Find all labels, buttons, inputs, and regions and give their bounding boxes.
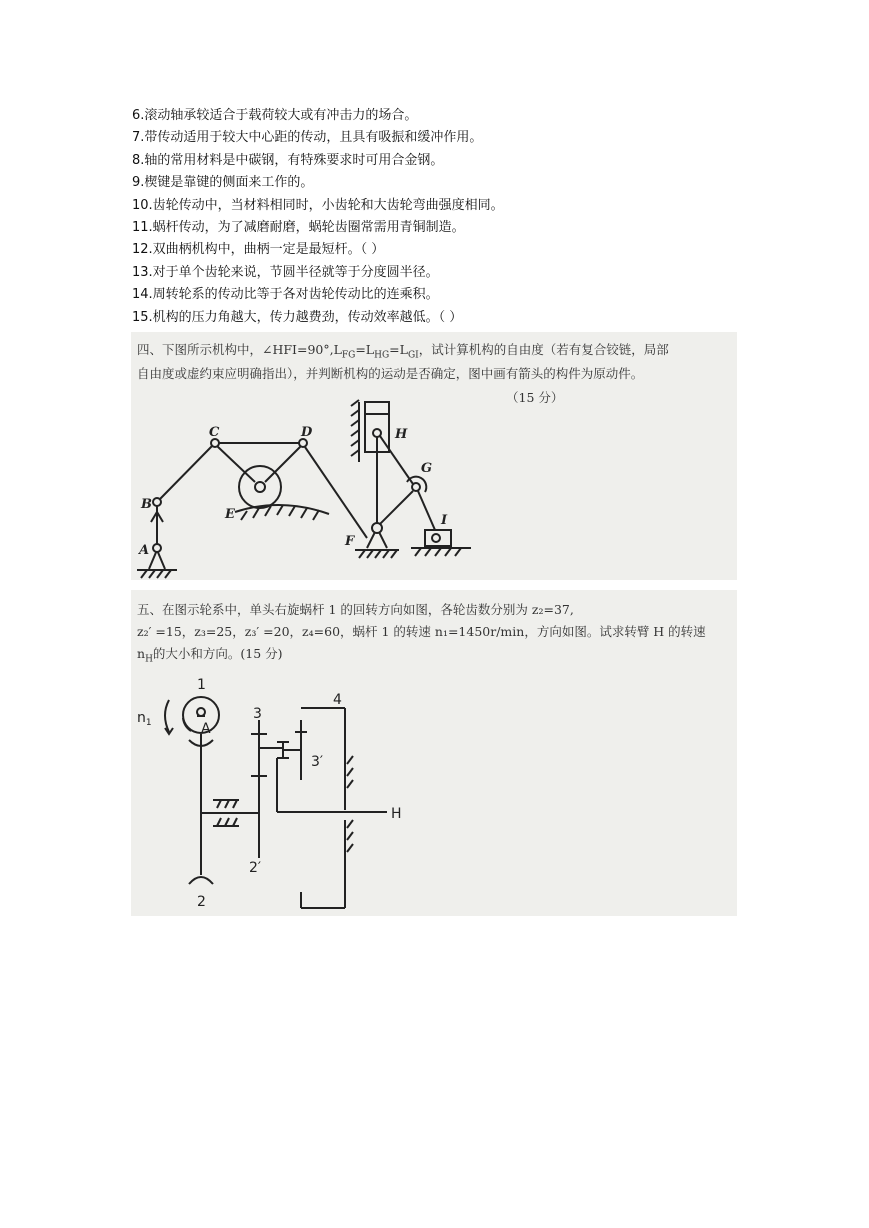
statement-8: 8.轴的常用材料是中碳钢，有特殊要求时可用合金钢。 [132,152,444,168]
mechanism-diagram [131,332,737,580]
label-H: H [391,806,402,822]
label-D: D [301,425,313,440]
label-F: F [345,534,355,549]
label-1: 1 [197,677,206,693]
statement-14: 14.周转轮系的传动比等于各对齿轮传动比的连乘积。 [132,287,439,303]
label-A: A [139,543,150,558]
statement-7: 7.带传动适用于较大中心距的传动，且具有吸振和缓冲作用。 [132,130,483,146]
q4-line-2: 自由度或虚约束应明确指出），并判断机构的运动是否确定，图中画有箭头的构件为原动件。 [137,366,644,381]
q5-line-1: 五、在图示轮系中，单头右旋蜗杆 1 的回转方向如图，各轮齿数分别为 z₂=37, [137,602,574,617]
label-3-prime: 3′ [311,754,324,770]
label-3: 3 [253,706,262,722]
label-I: I [441,513,448,528]
statement-10: 10.齿轮传动中，当材料相同时，小齿轮和大齿轮弯曲强度相同。 [132,197,504,213]
q4-line-1: 四、下图所示机构中，$\angle HFI=90^\circ,L_{FG}=L_{HG}=L_{GI}$，试计算机构的自由度（若有复合铰链，局部 [137,342,669,361]
gear-train-diagram [131,590,737,916]
label-2-prime: 2′ [249,860,262,876]
q5-line-2: z₂′ =15，z₃=25，z₃′ =20，z₄=60，蜗杆 1 的转速 n₁=1450r/min，方向如图。试求转臂 H 的转速 [137,624,706,639]
statement-15: 15.机构的压力角越大，传力越费劲，传动效率越低。（ ） [132,309,463,325]
label-C: C [209,425,220,440]
label-H: H [395,427,408,442]
q5-line-3: $n_H$的大小和方向。(15 分) [137,646,283,665]
true-false-list [132,105,752,329]
label-n1: $n_1$ [137,710,152,728]
question-4-scan [131,332,737,580]
label-E: E [225,507,235,522]
label-B: B [141,497,152,512]
statement-13: 13.对于单个齿轮来说，节圆半径就等于分度圆半径。 [132,264,439,280]
label-4: 4 [333,692,342,708]
statement-9: 9.楔键是靠键的侧面来工作的。 [132,175,314,191]
label-G: G [421,461,433,476]
label-A: A [201,721,211,737]
q4-score: （15 分） [506,390,564,405]
label-2: 2 [197,894,206,910]
statement-11: 11.蜗杆传动，为了减磨耐磨，蜗轮齿圈常需用青铜制造。 [132,219,465,235]
question-5-scan [131,590,737,916]
statement-6: 6.滚动轴承较适合于载荷较大或有冲击力的场合。 [132,108,418,123]
statement-12: 12.双曲柄机构中，曲柄一定是最短杆。（ ） [132,242,385,258]
